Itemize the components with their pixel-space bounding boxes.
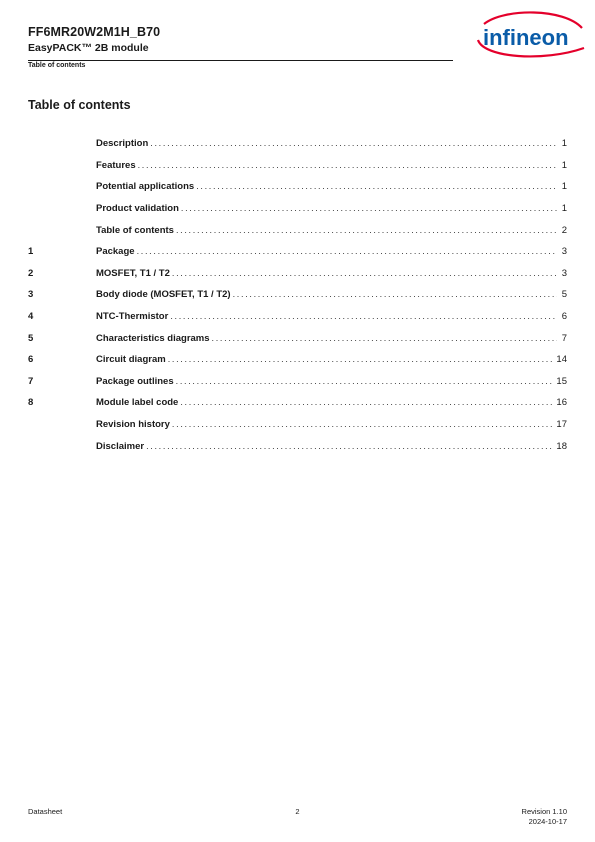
toc-entry[interactable] <box>28 133 567 155</box>
toc-entry-page[interactable]: 5 <box>561 289 567 301</box>
toc-entry-line <box>96 225 567 236</box>
footer-doc-type: Datasheet <box>28 807 63 816</box>
toc-entry-title[interactable]: Disclaimer <box>96 440 145 452</box>
toc-entry-page[interactable]: 16 <box>556 397 567 409</box>
toc-dot-leader <box>146 441 554 451</box>
toc-entry-line <box>96 311 567 322</box>
toc-entry-title[interactable]: Characteristics diagrams <box>96 332 210 344</box>
toc-entry[interactable] <box>28 327 567 349</box>
toc-entry-title[interactable]: Circuit diagram <box>96 354 166 366</box>
toc-entry-line <box>96 246 567 257</box>
toc-dot-leader <box>170 311 557 321</box>
toc-dot-leader <box>180 397 554 407</box>
toc-entry-line <box>96 181 567 192</box>
toc-dot-leader <box>212 333 557 343</box>
toc-entry-title[interactable]: Revision history <box>96 419 170 431</box>
toc-entry[interactable] <box>28 198 567 220</box>
toc-dot-leader <box>172 268 557 278</box>
toc-entry-line <box>96 333 567 344</box>
toc-entry-title[interactable]: Features <box>96 159 136 171</box>
toc-entry-title[interactable]: Product validation <box>96 203 179 215</box>
toc-dot-leader <box>150 138 557 148</box>
toc-entry-line <box>96 268 567 279</box>
toc-dot-leader <box>137 246 557 256</box>
toc-entry-title[interactable]: Package outlines <box>96 375 174 387</box>
toc-entry[interactable] <box>28 349 567 371</box>
toc-entry[interactable] <box>28 241 567 263</box>
toc-entry-line <box>96 203 567 214</box>
toc-entry[interactable] <box>28 176 567 198</box>
toc-entry-number: 6 <box>28 354 34 366</box>
toc-entry-number: 3 <box>28 289 34 301</box>
toc-entry[interactable] <box>28 414 567 436</box>
toc-heading: Table of contents <box>28 98 131 112</box>
toc-entry-line <box>96 441 567 452</box>
infineon-logo <box>474 10 586 62</box>
toc-entry-page[interactable]: 1 <box>561 181 567 193</box>
toc-entry-title[interactable]: Table of contents <box>96 224 174 236</box>
toc-entry[interactable] <box>28 155 567 177</box>
footer-page-number: 2 <box>295 807 300 816</box>
document-header <box>28 24 453 55</box>
toc-dot-leader <box>176 376 555 386</box>
toc-dot-leader <box>233 289 557 299</box>
toc-entry-page[interactable]: 18 <box>556 440 567 452</box>
toc-entry[interactable] <box>28 392 567 414</box>
toc-entry-number: 4 <box>28 311 34 323</box>
toc-entry-page[interactable]: 3 <box>561 267 567 279</box>
toc-dot-leader <box>168 354 555 364</box>
running-section-label: Table of contents <box>28 62 86 69</box>
toc-dot-leader <box>181 203 557 213</box>
toc-entry-line <box>96 160 567 171</box>
toc-entry-number: 5 <box>28 332 34 344</box>
toc-entry-title[interactable]: NTC-Thermistor <box>96 311 169 323</box>
logo-wordmark: infineon <box>483 25 569 50</box>
toc-entry-title[interactable]: Body diode (MOSFET, T1 / T2) <box>96 289 231 301</box>
toc-entry-page[interactable]: 1 <box>561 203 567 215</box>
toc-entry[interactable] <box>28 371 567 393</box>
toc-entry-title[interactable]: Package <box>96 246 135 258</box>
footer-revision-block <box>522 807 567 827</box>
toc-dot-leader <box>172 419 555 429</box>
toc-entry-number: 2 <box>28 267 34 279</box>
toc-entry-title[interactable]: Potential applications <box>96 181 195 193</box>
footer-revision: Revision 1.10 <box>521 807 567 816</box>
toc-entry-number: 1 <box>28 246 34 258</box>
toc-entry-title[interactable]: Module label code <box>96 397 179 409</box>
toc-entry-page[interactable]: 15 <box>556 375 567 387</box>
toc-entry-title[interactable]: MOSFET, T1 / T2 <box>96 267 170 279</box>
toc-list <box>28 133 567 457</box>
toc-entry-page[interactable]: 17 <box>556 419 567 431</box>
toc-dot-leader <box>176 225 557 235</box>
document-subtitle: EasyPACK™ 2B module <box>28 42 149 54</box>
toc-entry[interactable] <box>28 263 567 285</box>
toc-entry-line <box>96 376 567 387</box>
toc-entry-number: 7 <box>28 375 34 387</box>
toc-entry[interactable] <box>28 284 567 306</box>
toc-entry-line <box>96 289 567 300</box>
toc-entry-page[interactable]: 3 <box>561 246 567 258</box>
toc-entry-title[interactable]: Description <box>96 138 149 150</box>
toc-entry-page[interactable]: 2 <box>561 224 567 236</box>
toc-entry-line <box>96 354 567 365</box>
toc-dot-leader <box>138 160 557 170</box>
toc-entry-page[interactable]: 1 <box>561 159 567 171</box>
toc-entry-line <box>96 419 567 430</box>
toc-entry-page[interactable]: 6 <box>561 311 567 323</box>
document-title: FF6MR20W2M1H_B70 <box>28 25 161 39</box>
toc-entry-line <box>96 138 567 149</box>
toc-dot-leader <box>196 181 557 191</box>
toc-entry-page[interactable]: 14 <box>556 354 567 366</box>
toc-entry[interactable] <box>28 306 567 328</box>
toc-entry-page[interactable]: 1 <box>561 138 567 150</box>
toc-entry-line <box>96 397 567 408</box>
toc-entry[interactable] <box>28 435 567 457</box>
toc-entry[interactable] <box>28 219 567 241</box>
toc-entry-page[interactable]: 7 <box>561 332 567 344</box>
footer-date: 2024-10-17 <box>528 817 567 826</box>
toc-entry-number: 8 <box>28 397 34 409</box>
header-divider <box>28 60 453 61</box>
